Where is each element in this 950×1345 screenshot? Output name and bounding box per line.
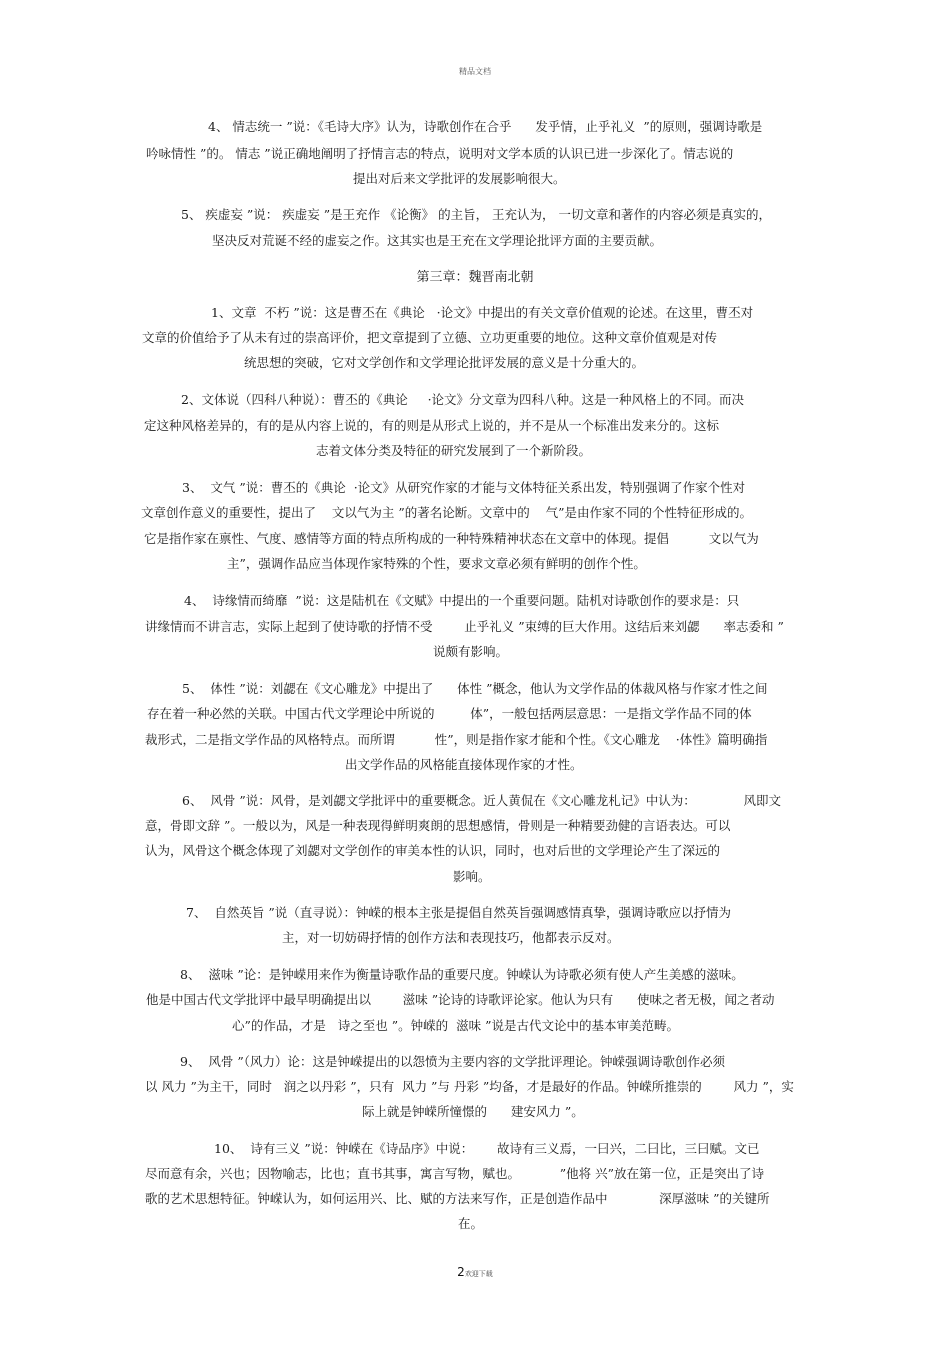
text-line: 文章创作意义的重要性，提出了 文以气为主 ”的著名论断。文章中的 气”是由作家不同的个性特征形成的。 [141, 505, 753, 520]
text-line: 际上就是钟嵘所憧憬的 建安风力 ”。 [362, 1104, 584, 1119]
text-line: 4、 情志统一 ”说：《毛诗大序》认为，诗歌创作在合乎 发乎情，止乎礼义 ”的原则，强调诗歌是 [208, 119, 763, 134]
page-footer [0, 1261, 950, 1280]
text-line: 影响。 [453, 869, 491, 884]
text-line: 提出对后来文学批评的发展影响很大。 [353, 171, 566, 186]
text-line: 3、 文气 ”说：曹丕的《典论 ·论文》从研究作家的才能与文体特征关系出发，特别强调了作家个性对 [182, 480, 746, 495]
text-line: 它是指作家在禀性、气度、感情等方面的特点所构成的一种特殊精神状态在文章中的体现。提倡 文以气为 [144, 531, 759, 546]
text-line: 统思想的突破，它对文学创作和文学理论批评发展的意义是十分重大的。 [244, 355, 645, 370]
text-line: 2、文体说（四科八种说）：曹丕的《典论 ·论文》分文章为四科八种。这是一种风格上的不同。而决 [181, 392, 745, 407]
footer-text: 欢迎下载 [464, 1270, 493, 1278]
text-line: 9、 风骨 ”（风力）论：这是钟嵘提出的以怨愤为主要内容的文学批评理论。钟嵘强调诗歌创作必须 [180, 1054, 726, 1069]
text-line: 以 风力 ”为主干，同时 润之以丹彩 ”，只有 风力 ”与 丹彩 ”均备，才是最好的作品。钟嵘所推崇的 风力 ”，实 [145, 1079, 794, 1094]
text-line: 心”的作品，才是 诗之至也 ”。钟嵘的 滋味 ”说是古代文论中的基本审美范畴。 [232, 1018, 679, 1033]
text-line: 10、 诗有三义 ”说：钟嵘在《诗品序》中说： 故诗有三义焉，一曰兴，二曰比，三曰赋。文已 [214, 1141, 760, 1156]
text-line: 在。 [458, 1216, 484, 1231]
text-line: 定这种风格差异的，有的是从内容上说的，有的则是从形式上说的，并不是从一个标准出发来分的。这标 [144, 418, 720, 433]
text-line: 文章的价值给予了从未有过的崇高评价，把文章提到了立德、立功更重要的地位。这种文章价值观是对传 [142, 330, 718, 345]
text-line: 主，对一切妨碍抒情的创作方法和表现技巧，他都表示反对。 [282, 930, 620, 945]
text-line: 6、 风骨 ”说：风骨，是刘勰文学批评中的重要概念。近人黄侃在《文心雕龙札记》中认为： 风即文 [182, 793, 781, 808]
text-line: 8、 滋味 ”论：是钟嵘用来作为衡量诗歌作品的重要尺度。钟嵘认为诗歌必须有使人产生美感的滋味。 [180, 967, 744, 982]
text-line: 5、 疾虚妄 ”说： 疾虚妄 ”是王充作 《论衡》 的主旨， 王充认为， 一切文章和著作的内容必须是真实的， [181, 207, 772, 222]
chapter-title: 第三章：魏晋南北朝 [416, 270, 534, 285]
text-line: 4、 诗缘情而绮靡 ”说：这是陆机在《文赋》中提出的一个重要问题。陆机对诗歌创作的要求是：只 [184, 593, 740, 608]
text-line: 志着文体分类及特征的研究发展到了一个新阶段。 [316, 443, 592, 458]
text-line: 他是中国古代文学批评中最早明确提出以 滋味 ”论诗的诗歌评论家。他认为只有 使味之者无极，闻之者动 [146, 992, 775, 1007]
page-number: 2 [457, 1265, 465, 1279]
text-line: 坚决反对荒诞不经的虚妄之作。这其实也是王充在文学理论批评方面的主要贡献。 [212, 233, 663, 248]
text-line: 意，骨即文辞 ”。一般以为，风是一种表现得鲜明爽朗的思想感情，骨则是一种精要劲健的言语表达。可以 [145, 818, 731, 833]
text-line: 出文学作品的风格能直接体现作家的才性。 [345, 757, 583, 772]
text-line: 存在着一种必然的关联。中国古代文学理论中所说的 体”，一般包括两层意思：一是指文学作品不同的体 [147, 706, 752, 721]
text-line: 尽而意有余，兴也；因物喻志，比也；直书其事，寓言写物，赋也。 ”他将 兴”放在第一位，正是突出了诗 [145, 1166, 764, 1181]
text-line: 1、文章 不朽 ”说：这是曹丕在《典论 ·论文》中提出的有关文章价值观的论述。在这里，曹丕对 [211, 305, 754, 320]
page-header: 精品文档 [459, 67, 491, 76]
text-line: 说颇有影响。 [433, 644, 509, 659]
text-line: 吟咏情性 ”的。 情志 ”说正确地阐明了抒情言志的特点，说明对文学本质的认识已进一步深化了。情志说的 [146, 146, 734, 161]
text-line: 主”，强调作品应当体现作家特殊的个性，要求文章必须有鲜明的创作个性。 [227, 556, 646, 571]
text-line: 认为，风骨这个概念体现了刘勰对文学创作的审美本性的认识，同时，也对后世的文学理论产生了深远的 [145, 843, 721, 858]
text-line: 5、 体性 ”说：刘勰在《文心雕龙》中提出了 体性 ”概念，他认为文学作品的体裁风格与作家才性之间 [182, 681, 768, 696]
text-line: 7、 自然英旨 ”说（直寻说）：钟嵘的根本主张是提倡自然英旨强调感情真挚，强调诗歌应以抒情为 [186, 905, 732, 920]
text-line: 歌的艺术思想特征。钟嵘认为，如何运用兴、比、赋的方法来写作，正是创造作品中 深厚滋味 ”的关键所 [145, 1191, 770, 1206]
text-line: 讲缘情而不讲言志，实际上起到了使诗歌的抒情不受 止乎礼义 ”束缚的巨大作用。这结后来刘勰 率志委和 ” [145, 619, 784, 634]
text-line: 裁形式，二是指文学作品的风格特点。而所谓 性”，则是指作家才能和个性。《文心雕龙 ·体性》篇明确指 [145, 732, 768, 747]
